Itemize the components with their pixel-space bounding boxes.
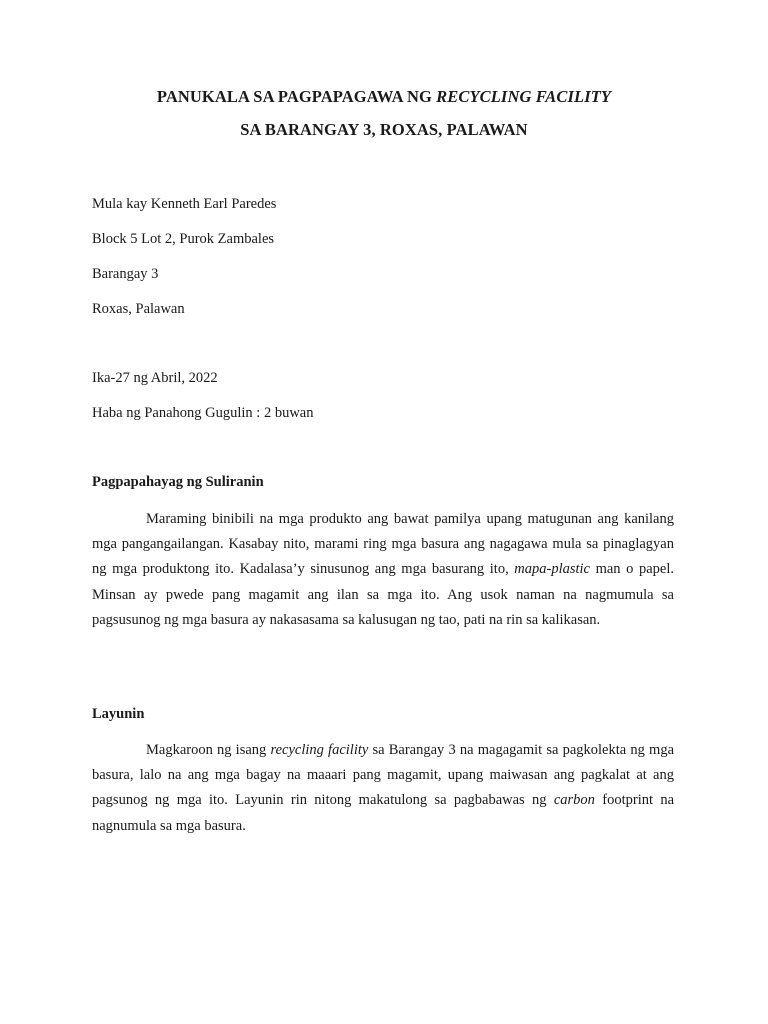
sender-name: Mula kay Kenneth Earl Paredes xyxy=(92,196,277,212)
objective-text-b: sa Barangay 3 na magagamit sa pagkolekta ng mga basura, lalo na ang mga bagay na maaari pang magamit, upang maiwasan ang pagkalat at ang pagsunog ng mga ito. Layunin rin nitong makatulong sa pagbabawas ng xyxy=(92,742,674,809)
problem-text-a: Maraming binibili na mga produkto ang bawat pamilya upang matugunan ang kanilang mga pangangailangan. Kasabay nito, marami ring mga basura ang nagagawa mula sa pinaglagyan ng mga produktong ito. Kadalasa’y sinusunog ang mga basurang ito, xyxy=(92,511,674,578)
objective-text-italic-2: carbon xyxy=(553,792,595,809)
section-paragraph-problem xyxy=(92,507,674,633)
document-title-line-2: SA BARANGAY 3, ROXAS, PALAWAN xyxy=(240,120,528,139)
objective-text-italic-1: recycling facility xyxy=(270,742,369,758)
problem-text-b: man o papel. Minsan ay pwede pang magamit ang ilan sa mga ito. Ang usok naman na nagmumula sa pagsusunog ng mga basura ay nakasasama sa kalusugan ng tao, pati na rin sa kalikasan. xyxy=(92,561,674,628)
section-heading-problem: Pagpapahayag ng Suliranin xyxy=(92,474,264,490)
title-italic: RECYCLING FACILITY xyxy=(436,87,612,106)
document-date: Ika-27 ng Abril, 2022 xyxy=(92,370,218,386)
objective-text-c: footprint na nagnumula sa mga basura. xyxy=(92,792,674,834)
sender-address-line-1: Block 5 Lot 2, Purok Zambales xyxy=(92,231,275,247)
section-paragraph-objective xyxy=(92,738,674,839)
title-prefix: PANUKALA SA PAGPAPAGAWA NG xyxy=(156,87,437,106)
problem-text-italic: mapa-plastic xyxy=(514,561,590,578)
document-title-line-1 xyxy=(0,87,768,107)
project-duration: Haba ng Panahong Gugulin : 2 buwan xyxy=(92,405,314,421)
section-heading-objective: Layunin xyxy=(92,706,145,722)
objective-text-a: Magkaroon ng isang xyxy=(146,742,271,758)
sender-address-line-2: Barangay 3 xyxy=(92,266,159,282)
sender-address-line-3: Roxas, Palawan xyxy=(92,301,185,317)
